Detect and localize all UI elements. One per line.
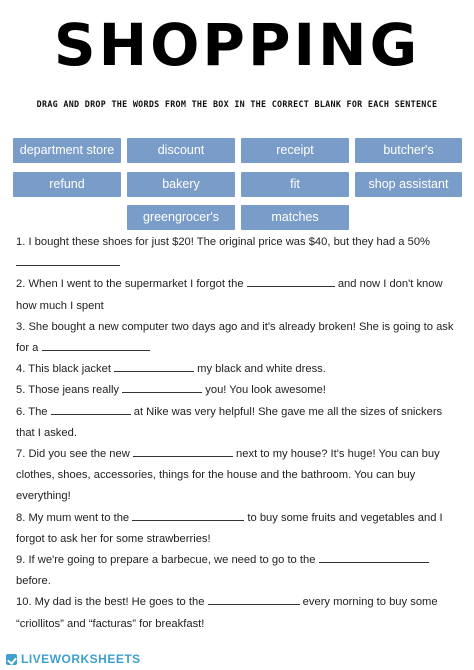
sentence-10: 10. My dad is the best! He goes to the every morning to buy some “criollitos” and “facturas” for breakfast! xyxy=(16,592,460,634)
instructions: DRAG AND DROP THE WORDS FROM THE BOX IN THE CORRECT BLANK FOR EACH SENTENCE xyxy=(36,99,438,109)
word-discount[interactable]: discount xyxy=(127,138,235,163)
sentence-9: 9. If we're going to prepare a barbecue, we need to go to the before. xyxy=(16,550,460,592)
sentence-list xyxy=(16,232,460,635)
sentence-1: 1. I bought these shoes for just $20! The original price was $40, but they had a 50% xyxy=(16,232,460,274)
word-butchers[interactable]: butcher's xyxy=(355,138,462,163)
sentence-7: 7. Did you see the new next to my house? It's huge! You can buy clothes, shoes, accessories, things for the house and the bathroom. You can buy everything! xyxy=(16,444,460,508)
answer-blank-4[interactable] xyxy=(114,360,194,372)
word-department-store[interactable]: department store xyxy=(13,138,121,163)
answer-blank-6[interactable] xyxy=(51,403,131,415)
word-greengrocers[interactable]: greengrocer's xyxy=(127,205,235,230)
sentence-4: 4. This black jacket my black and white dress. xyxy=(16,359,460,380)
sentence-2: 2. When I went to the supermarket I forgot the and now I don't know how much I spent xyxy=(16,274,460,316)
answer-blank-3[interactable] xyxy=(42,339,150,351)
footer-brand-text: LIVEWORKSHEETS xyxy=(21,652,141,666)
sentence-3: 3. She bought a new computer two days ago and it's already broken! She is going to ask for a xyxy=(16,320,454,355)
checkmark-logo-icon xyxy=(6,654,17,665)
word-bakery[interactable]: bakery xyxy=(127,172,235,197)
answer-blank-7[interactable] xyxy=(133,445,233,457)
word-receipt[interactable]: receipt xyxy=(241,138,349,163)
word-shop-assistant[interactable]: shop assistant xyxy=(355,172,462,197)
word-fit[interactable]: fit xyxy=(241,172,349,197)
answer-blank-8[interactable] xyxy=(132,509,244,521)
worksheet-title: SHOPPING xyxy=(53,11,421,79)
footer-brand xyxy=(6,652,141,666)
sentence-5: 5. Those jeans really you! You look awesome! xyxy=(16,380,460,401)
answer-blank-10[interactable] xyxy=(208,593,300,605)
word-refund[interactable]: refund xyxy=(13,172,121,197)
answer-blank-2[interactable] xyxy=(247,275,335,287)
answer-blank-9[interactable] xyxy=(319,551,429,563)
sentence-8: 8. My mum went to the to buy some fruits and vegetables and I forgot to ask her for some strawberries! xyxy=(16,508,460,550)
answer-blank-1[interactable] xyxy=(16,254,120,266)
word-matches[interactable]: matches xyxy=(241,205,349,230)
answer-blank-5[interactable] xyxy=(122,381,202,393)
sentence-6: 6. The at Nike was very helpful! She gave me all the sizes of snickers that I asked. xyxy=(16,402,460,444)
